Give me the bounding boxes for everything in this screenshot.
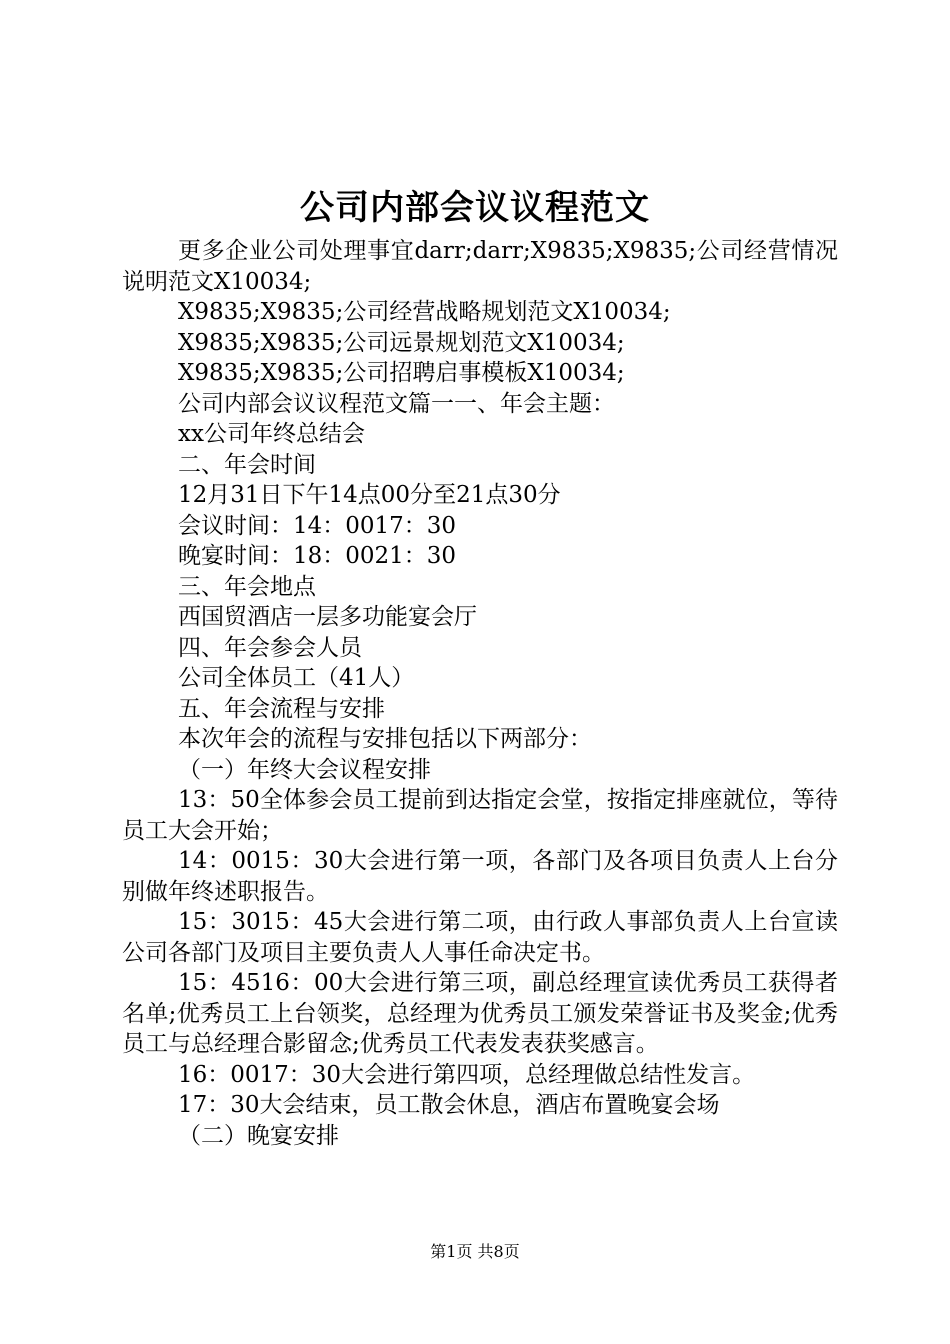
document-body	[122, 236, 838, 1151]
page-footer: 第1页 共8页	[430, 1242, 520, 1261]
paragraph: 公司全体员工（41人）	[178, 665, 415, 691]
document-title: 公司内部会议议程范文	[300, 188, 650, 228]
paragraph: （二）晚宴安排	[178, 1122, 339, 1149]
paragraph: X9835;X9835;公司经营战略规划范文X10034;	[178, 299, 671, 325]
paragraph: 公司内部会议议程范文篇一一、年会主题：	[178, 390, 615, 417]
paragraph: 晚宴时间：18：0021：30	[178, 543, 457, 569]
paragraph: 15：3015：45大会进行第二项，由行政人事部负责人上台宣读公司各部门及项目主要负责人人事任命决定书。	[122, 909, 838, 966]
paragraph: （一）年终大会议程安排	[178, 756, 431, 783]
paragraph: 四、年会参会人员	[178, 634, 362, 661]
paragraph: X9835;X9835;公司远景规划范文X10034;	[178, 329, 625, 356]
paragraph: 12月31日下午14点00分至21点30分	[178, 482, 561, 508]
paragraph: 三、年会地点	[178, 573, 316, 600]
paragraph: 17：30大会结束，员工散会休息，酒店布置晚宴会场	[178, 1092, 720, 1118]
paragraph: 14：0015：30大会进行第一项，各部门及各项目负责人上台分别做年终述职报告。	[122, 848, 838, 905]
paragraph: 二、年会时间	[178, 451, 316, 478]
paragraph: 更多企业公司处理事宜darr;darr;X9835;X9835;公司经营情况说明范文X10034;	[122, 238, 838, 295]
paragraph: 16：0017：30大会进行第四项，总经理做总结性发言。	[178, 1061, 756, 1088]
paragraph: 本次年会的流程与安排包括以下两部分：	[178, 726, 592, 752]
paragraph: 会议时间：14：0017：30	[178, 512, 457, 539]
paragraph: 西国贸酒店一层多功能宴会厅	[178, 604, 477, 630]
paragraph: 13：50全体参会员工提前到达指定会堂，按指定排座就位，等待员工大会开始；	[122, 787, 838, 844]
paragraph: 五、年会流程与安排	[178, 695, 385, 722]
paragraph: X9835;X9835;公司招聘启事模板X10034;	[178, 360, 625, 386]
paragraph: xx公司年终总结会	[178, 421, 365, 447]
paragraph: 15：4516：00大会进行第三项，副总经理宣读优秀员工获得者名单;优秀员工上台领奖，总经理为优秀员工颁发荣誉证书及奖金;优秀员工与总经理合影留念;优秀员工代表发表获奖感言。	[122, 970, 838, 1057]
